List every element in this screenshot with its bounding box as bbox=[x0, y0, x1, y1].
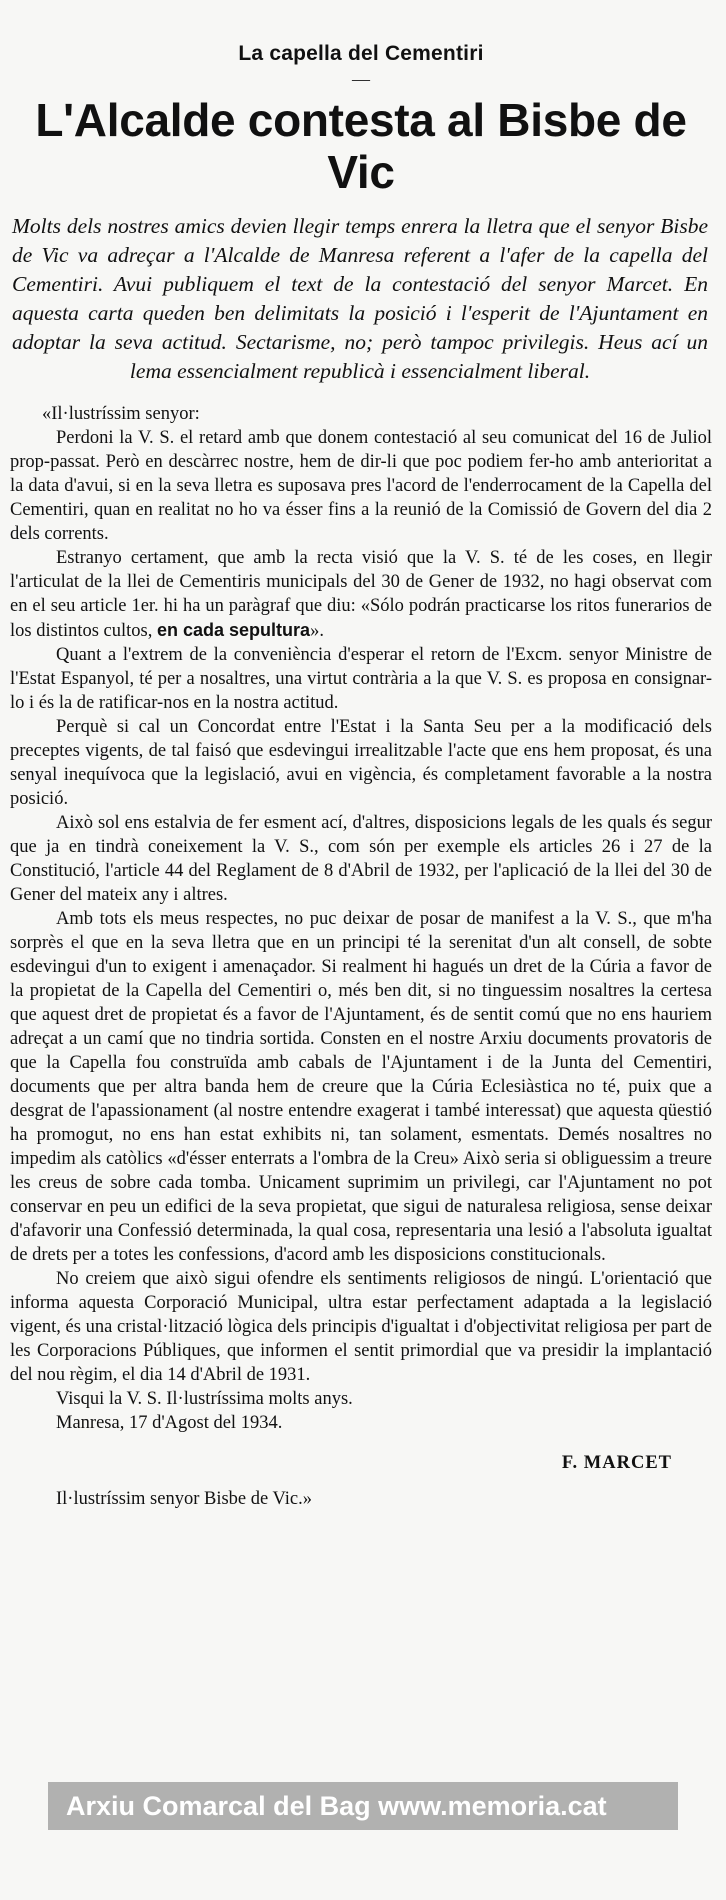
letter-closing: Visqui la V. S. Il·lustríssima molts anys. bbox=[56, 1389, 353, 1409]
paragraph-4: Perquè si cal un Concordat entre l'Estat i la Santa Seu per a la modificació dels preceptes vigents, de tal faisó que esdevingui irrealitzable l'acte que ens hem proposat, és una senyal inequívoca que la legislació, avui en vigència, és completament favorable a la nostra posició. bbox=[10, 717, 712, 809]
paragraph-1: Perdoni la V. S. el retard amb que donem contestació al seu comunicat del 16 de Juliol prop-passat. Però en descàrrec nostre, hem de dir-li que poc podiem fer-ho amb anterioritat a la data d'avui, si en la seva lletra es suposava pres l'acord de l'enderrocament de la Capella del Cementiri, quan en realitat no ho va ésser fins a la reunió de la Comissió de Govern del dia 2 dels corrents. bbox=[10, 428, 712, 544]
paragraph-2-text: Estranyo certament, que amb la recta visió que la V. S. té de les coses, en llegir l'articulat de la llei de Cementiris municipals del 30 de Gener de 1932, no hagi observat com en el seu article 1er. hi ha un paràgraf que diu: «Sólo podrán practicarse los ritos funerarios de los distintos cultos, bbox=[10, 548, 712, 641]
paragraph-7: No creiem que això sigui ofendre els sentiments religiosos de ningú. L'orientació que informa aquesta Corporació Municipal, ultra estar perfectament adaptada a la legislació vigent, és una cristal·lització lògica dels principis d'igualtat i d'objectivitat religiosa per part de les Corporacions Públiques, que informen el sentit primordial que va presidir la implantació del nou règim, el dia 14 d'Abril de 1931. bbox=[10, 1269, 712, 1385]
paragraph-5: Això sol ens estalvia de fer esment ací, d'altres, disposicions legals de les quals és segur que ja en tindrà coneixement la V. S., com són per exemple els articles 26 i 27 de la Constitució, l'article 44 del Reglament de 8 d'Abril de 1932, per l'aplicació de la llei del 30 de Gener del mateix any i altres. bbox=[10, 813, 712, 905]
letter-recipient: Il·lustríssim senyor Bisbe de Vic.» bbox=[56, 1489, 312, 1509]
paragraph-2-end: ». bbox=[310, 621, 324, 641]
letter-body bbox=[10, 402, 712, 1511]
separator-dash: — bbox=[352, 69, 370, 89]
article-headline: L'Alcalde contesta al Bisbe de Vic bbox=[35, 94, 687, 198]
section-kicker: La capella del Cementiri bbox=[238, 42, 484, 65]
signature-line bbox=[10, 1451, 712, 1475]
letter-signature: F. MARCET bbox=[561, 1453, 672, 1473]
paragraph-2-emphasis: en cada sepultura bbox=[157, 620, 311, 640]
paragraph-3: Quant a l'extrem de la conveniència d'esperar el retorn de l'Excm. senyor Ministre de l'Estat Espanyol, té per a nosaltres, una virtut contrària a la que V. S. es proposa en consignar-lo i és la de ratificar-nos en la nostra actitud. bbox=[10, 645, 712, 713]
archive-watermark: Arxiu Comarcal del Bag www.memoria.cat bbox=[48, 1782, 678, 1830]
paragraph-6: Amb tots els meus respectes, no puc deixar de posar de manifest a la V. S., que m'ha sorprès el que en la seva lletra que en un principi té la serenitat d'un alt consell, de sobte esdevingui d'un to exigent i amenaçador. Si realment hi hagués un dret de la Cúria a favor de la propietat de la Capella del Cementiri o, més ben dit, si no tinguessim nosaltres la certesa que aquest dret de propietat és a favor de l'Ajuntament, és de sentit comú que no ens hauriem adreçat a un camí que no tindria sortida. Consten en el nostre Arxiu documents provatoris de que la Capella fou construïda amb cabals de l'Ajuntament i de la Junta del Cementiri, documents que per altra banda hem de creure que la Cúria Eclesiàstica no té, puix que a desgrat de l'apassionament (al nostre entendre exagerat i també interessat) que aquesta qüestió ha promogut, no ens han estat exhibits ni, tan solament, esmentats. Demés nosaltres no impedim als catòlics «d'ésser enterrats a l'ombra de la Creu» Això seria si obliguessim a treure les creus de sobre cada tomba. Unicament suprimim un privilegi, car l'Ajuntament no pot conservar en peu un edifici de la seva propietat, que sigui de naturalesa religiosa, sense deixar d'afavorir una Confessió determinada, la qual cosa, representaria una lesió a l'absoluta igualtat de drets per a totes les confessions, d'acord amb les disposicions constitucionals. bbox=[10, 909, 712, 1265]
article-intro: Molts dels nostres amics devien llegir temps enrera la lletra que el senyor Bisbe de Vic va adreçar a l'Alcalde de Manresa referent a l'afer de la capella del Cementiri. Avui publiquem el text de la contestació del senyor Marcet. En aquesta carta queden ben delimitats la posició i l'esperit de l'Ajuntament en adoptar la seva actitud. Sectarisme, no; però tampoc privilegis. Heus ací un lema essencialment republicà i essencialment liberal. bbox=[12, 214, 708, 383]
paragraph-2 bbox=[10, 546, 712, 643]
letter-salutation: «Il·lustríssim senyor: bbox=[42, 404, 200, 424]
letter-place-date: Manresa, 17 d'Agost del 1934. bbox=[56, 1413, 283, 1433]
